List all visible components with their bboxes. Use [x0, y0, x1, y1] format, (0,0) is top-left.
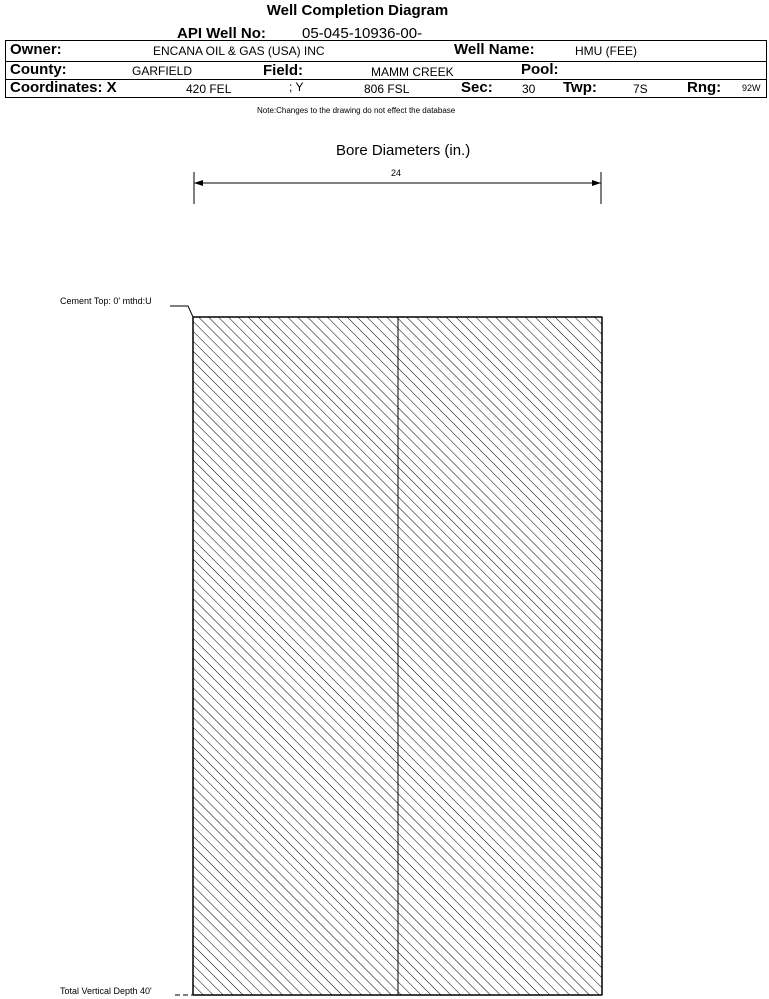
total-depth-label: Total Vertical Depth 40'	[60, 986, 152, 996]
coordinates-x-label: Coordinates: X	[10, 79, 117, 96]
bore-diameters-title: Bore Diameters (in.)	[336, 142, 471, 159]
twp-value: 7S	[633, 82, 648, 96]
database-note: Note:Changes to the drawing do not effect the database	[257, 106, 456, 115]
bore-diameter-value: 24	[391, 168, 402, 178]
cement-top-label: Cement Top: 0' mthd:U	[60, 296, 152, 306]
dimension-arrow-right	[592, 180, 601, 186]
rng-label: Rng:	[687, 79, 722, 96]
owner-value: ENCANA OIL & GAS (USA) INC	[153, 44, 325, 58]
rng-value: 92W	[742, 83, 761, 93]
coordinates-y-label: ; Y	[289, 80, 304, 94]
sec-value: 30	[522, 82, 536, 96]
owner-label: Owner:	[10, 41, 62, 58]
county-label: County:	[10, 61, 67, 78]
api-well-no-value: 05-045-10936-00-	[302, 25, 423, 42]
pool-label: Pool:	[521, 61, 559, 78]
field-value: MAMM CREEK	[371, 65, 454, 79]
dimension-arrow-left	[194, 180, 203, 186]
page-title: Well Completion Diagram	[266, 2, 449, 19]
well-name-label: Well Name:	[454, 41, 535, 58]
api-well-no-label: API Well No:	[177, 25, 266, 42]
twp-label: Twp:	[563, 79, 597, 96]
sec-label: Sec:	[461, 79, 493, 96]
well-name-value: HMU (FEE)	[575, 44, 637, 58]
field-label: Field:	[263, 62, 303, 79]
coordinates-y-value: 806 FSL	[364, 82, 410, 96]
county-value: GARFIELD	[132, 64, 193, 78]
coordinates-x-value: 420 FEL	[186, 82, 232, 96]
cement-top-leader	[170, 306, 193, 317]
